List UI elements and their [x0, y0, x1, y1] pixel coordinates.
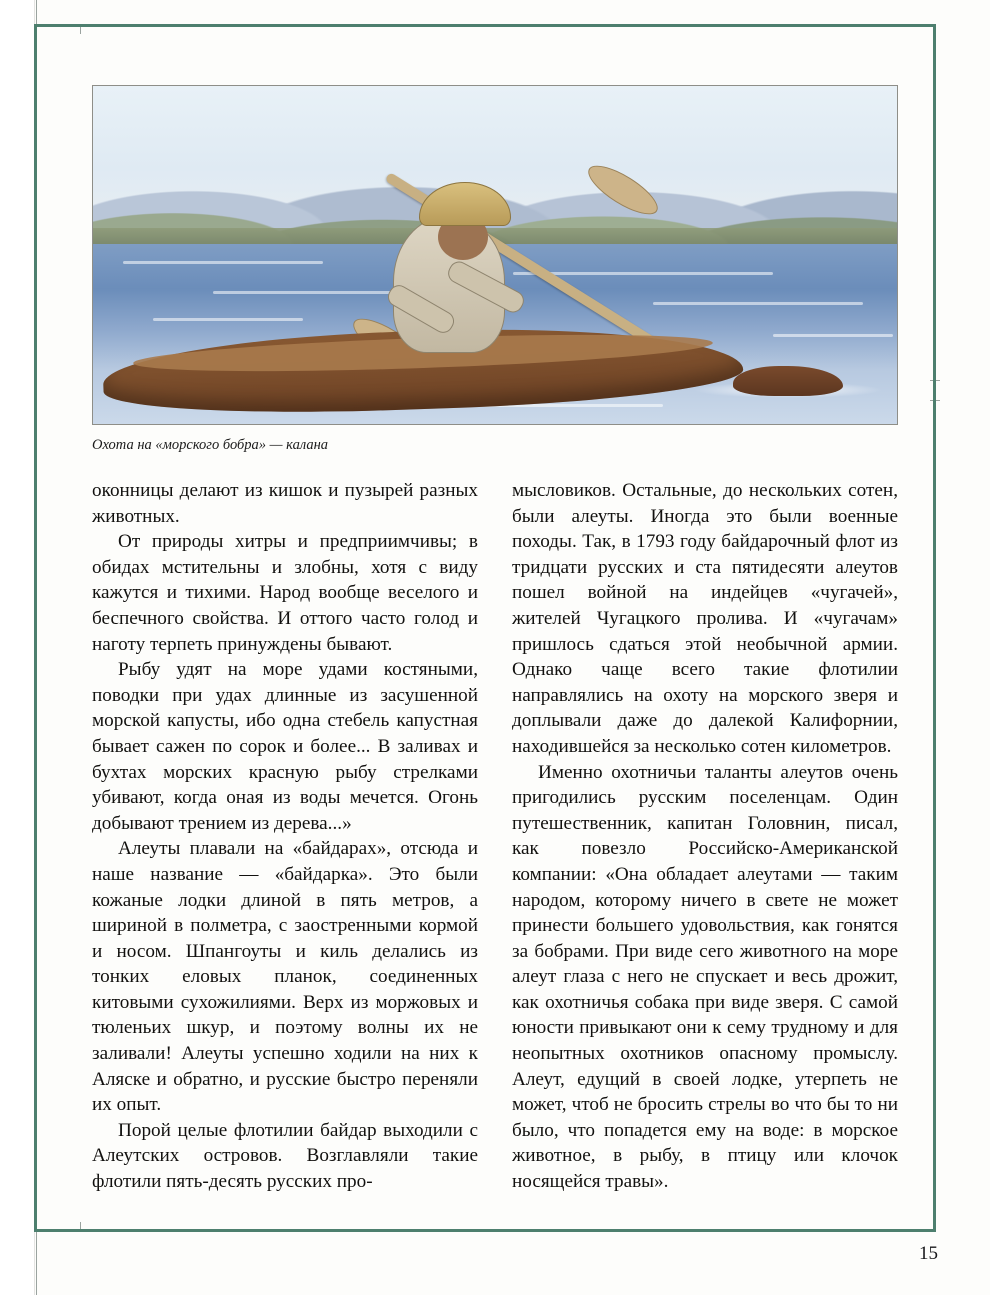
- wave-line: [653, 302, 863, 305]
- wave-line: [773, 334, 893, 337]
- paragraph: Порой целые флотилии байдар выходили с Алеутских островов. Возглавляли такие флотили пять-десять русских про-: [92, 1119, 478, 1193]
- page-number: 15: [919, 1243, 938, 1264]
- paragraph: Алеуты плавали на «байдарах», отсюда и наше название — «байдарка». Это были кожаные лодки длиной в пять метров, а шириной в полметра, с заостренными кормой и носом. Шпангоуты и киль делались из тонких еловых планок, соединенных китовыми сухожилиями. Верх из моржовых и тюленьих шкур, и поэтому волны их не заливали! Алеуты успешно ходили на них к Аляске и обратно, и русские быстро переняли их опыт.: [92, 838, 478, 1116]
- paragraph: Именно охотничьи таланты алеутов очень пригодились русским поселенцам. Один путешественник, капитан Головнин, писал, как повезло Российско-Американской компании: «Она обладает алеутами — таким народом, которому ничего в свете не может принести большего удовольствия, как гонятся за бобрами. При виде сего животного на море алеут глаза с него не спускает и весь дрожит, как охотничья собака при виде зверя. С самой юности привыкают они к сему трудному и для неопытных охотников опасному промыслу. Алеут, едущий в своей лодке, утерпеть не может, чтоб не бросить стрелы во что бы то ни было, что попадется ему на воде: в морское животное, в рыбу, в птицу или клочок носящейся травы».: [512, 761, 898, 1193]
- illustration-canvas: [93, 86, 897, 424]
- wave-line: [213, 291, 393, 294]
- wave-line: [123, 261, 323, 264]
- column-left: [92, 478, 478, 1208]
- column-right: [512, 478, 898, 1208]
- wave-line: [153, 318, 303, 321]
- paragraph: оконницы делают из кишок и пузырей разных животных.: [92, 480, 478, 527]
- illustration-aleut-hunter: [92, 85, 898, 425]
- paragraph: Рыбу удят на море удами костяными, поводки при удах длинные из засушенной морской капусты, ибо одна стебель капустная бывает сажен по сорок и более... В заливах и бухтах морских красную рыбу стрелками убивают, когда оная из воды мечется. Огонь добывают трением из дерева...»: [92, 659, 478, 834]
- text-columns: [92, 478, 898, 1208]
- paragraph: От природы хитры и предприимчивы; в обидах мстительны и злобны, хотя с виду кажутся и тихими. Народ вообще веселого и беспечного свойства. И оттого часто голод и наготу терпеть принуждены бывают.: [92, 531, 478, 655]
- paragraph: мысловиков. Остальные, до нескольких сотен, были алеуты. Иногда это были военные походы. Так, в 1793 году байдарочный флот из тридцати русских и ста пятидесяти алеутов пошел войной на индейцев «чугачей», жителей Чугацкого пролива. И «чугачам» пришлось сдаться этой необычной армии. Однако чаще всего такие флотилии направлялись на охоту на морского зверя и доплывали даже до далекой Калифорнии, находившейся за несколько сотен километров.: [512, 480, 898, 757]
- page-left-edge: [0, 0, 35, 1295]
- illustration-caption: Охота на «морского бобра» — калана: [92, 437, 329, 453]
